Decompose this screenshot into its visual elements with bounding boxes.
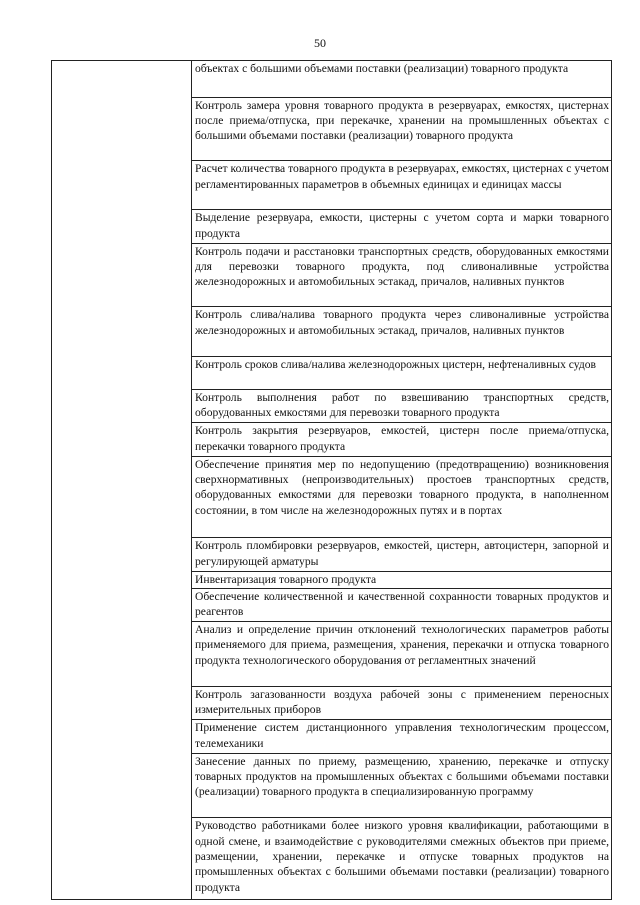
cell-text: Выделение резервуара, емкости, цистерны с учетом сорта и марки товарного продукта — [195, 211, 609, 240]
cell-text: Инвентаризация товарного продукта — [195, 572, 377, 586]
table-cell — [192, 818, 612, 900]
table-cell — [192, 538, 612, 571]
cell-text: Руководство работниками более низкого уровня квалификации, работающими в одной смене, и взаимодействие с руководителями смежных объектов при приеме, размещении, хранении, перекачке и отпуске товарных продуктов на промышленных объектах с большими объемами поставки (реализации) товарного продукта — [195, 819, 609, 894]
cell-text: Контроль пломбировки резервуаров, емкостей, цистерн, автоцистерн, запорной и регулирующей арматуры — [195, 539, 609, 568]
cell-text: Обеспечение принятия мер по недопущению (предотвращению) возникновения сверхнормативных (непроизводительных) простоев транспортных средств, оборудованных емкостями для перевозки товарного продукта, в наполненном состоянии, в том числе на железнодорожных путях и в портах — [195, 457, 609, 517]
table-cell — [192, 588, 612, 621]
cell-text: Контроль закрытия резервуаров, емкостей, цистерн после приема/отпуска, перекачки товарного продукта — [195, 424, 609, 453]
cell-text: Контроль замера уровня товарного продукта в резервуарах, емкостях, цистернах после приема/отпуска, при перекачке, хранении на промышленных объектах с большими объемами поставки (реализации) товарного продукта — [195, 98, 609, 143]
table-cell — [192, 210, 612, 243]
table-cell — [192, 356, 612, 389]
cell-text: Занесение данных по приему, размещению, хранению, перекачке и отпуску товарных продуктов на промышленных объектах с большими объемами поставки (реализации) товарного продукта в специализированную программу — [195, 754, 609, 799]
cell-text: Анализ и определение причин отклонений технологических параметров работы применяемого для приема, размещения, хранения, перекачки и отпуска товарного продукта технологического оборудования от регламентных значений — [195, 623, 609, 667]
table-cell — [192, 720, 612, 753]
left-column-cell — [52, 61, 192, 900]
table-cell — [192, 753, 612, 818]
table-row — [52, 61, 612, 98]
table-cell — [192, 686, 612, 719]
cell-text: Контроль загазованности воздуха рабочей зоны с применением переносных измерительных приборов — [195, 687, 609, 717]
page-number: 50 — [314, 36, 326, 50]
cell-text: Контроль подачи и расстановки транспортных средств, оборудованных емкостями для перевозки товарного продукта, под сливоналивные устройства железнодорожных и автомобильных эстакад, причалов, наливных пунктов — [195, 244, 609, 289]
cell-text: Обеспечение количественной и качественной сохранности товарных продуктов и реагентов — [195, 589, 609, 618]
cell-text: Контроль сроков слива/налива железнодорожных цистерн, нефтеналивных судов — [195, 357, 597, 371]
table-cell — [192, 61, 612, 98]
table-cell — [192, 622, 612, 687]
table-cell — [192, 423, 612, 456]
cell-text: Применение систем дистанционного управления технологическим процессом, телемеханики — [195, 721, 609, 750]
table-cell — [192, 243, 612, 307]
cell-text: Контроль выполнения работ по взвешиванию транспортных средств, оборудованных емкостями для перевозки товарного продукта — [195, 390, 609, 420]
table-cell — [192, 161, 612, 210]
table-cell — [192, 571, 612, 588]
table-cell — [192, 389, 612, 422]
cell-text: Расчет количества товарного продукта в резервуарах, емкостях, цистернах с учетом регламентированных параметров в объемных единицах и единицах массы — [195, 162, 609, 191]
table-cell — [192, 456, 612, 537]
cell-text: Контроль слива/налива товарного продукта через сливоналивные устройства железнодорожных и автомобильных эстакад, причалов, наливных пунктов — [195, 308, 609, 337]
cell-text: объектах с большими объемами поставки (реализации) товарного продукта — [195, 62, 569, 75]
table-cell — [192, 97, 612, 161]
labor-actions-table — [51, 60, 612, 900]
table-cell — [192, 307, 612, 356]
